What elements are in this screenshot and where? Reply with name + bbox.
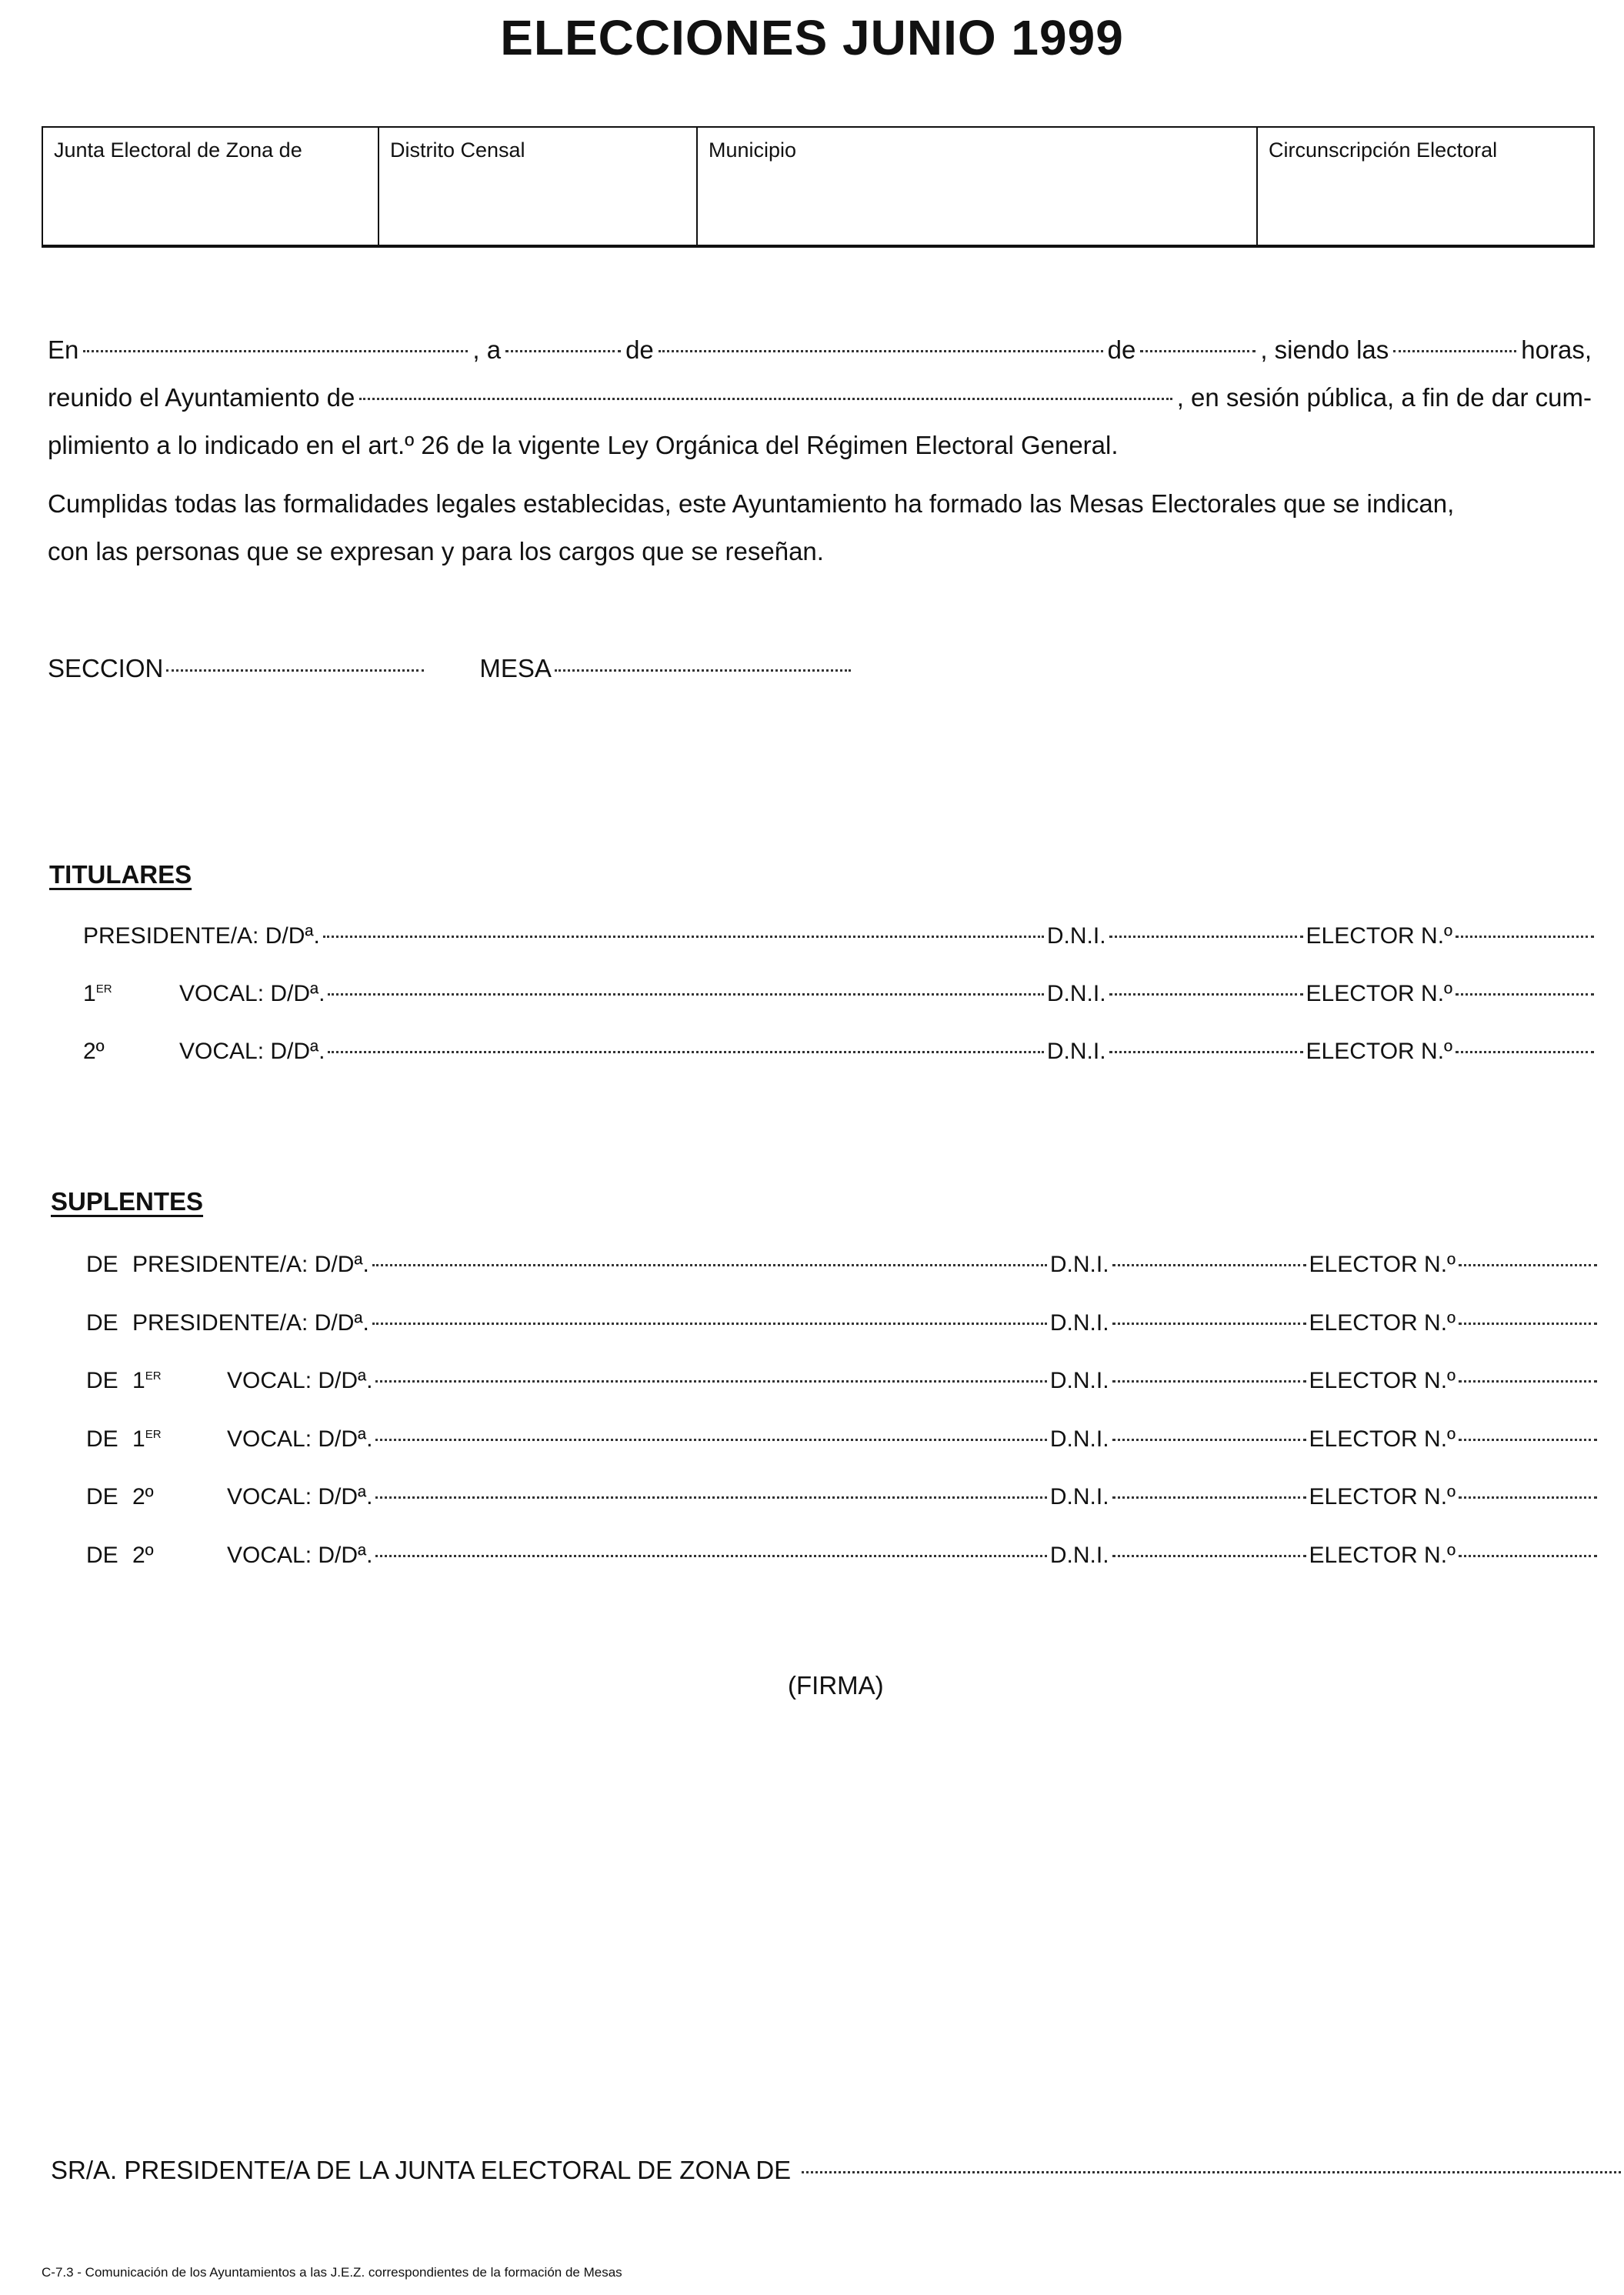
hora-field[interactable] <box>1393 350 1516 352</box>
ordinal-number: 1 <box>83 981 96 1006</box>
circunscripcion-label: Circunscripción Electoral <box>1269 138 1498 162</box>
dni-label: D.N.I. <box>1049 1309 1109 1336</box>
ordinal-number: 2º <box>132 1542 154 1568</box>
ayuntamiento-field[interactable] <box>359 398 1172 400</box>
de-prefix: DE <box>86 1368 118 1393</box>
elector-field[interactable] <box>1456 936 1594 938</box>
dia-field[interactable] <box>505 350 621 352</box>
zona-field[interactable] <box>802 2171 1621 2173</box>
elector-field[interactable] <box>1459 1264 1597 1266</box>
nombre-field[interactable] <box>328 1051 1043 1053</box>
nombre-field[interactable] <box>328 993 1043 996</box>
elector-label: ELECTOR N.º <box>1309 1309 1456 1336</box>
ordinal-number: 1 <box>132 1368 145 1393</box>
cargo-label: PRESIDENTE/A: D/Dª. <box>132 1252 369 1277</box>
cargo-label: VOCAL: D/Dª. <box>179 1039 325 1064</box>
destinatario-row <box>51 2156 1624 2185</box>
elector-label: ELECTOR N.º <box>1309 1252 1456 1277</box>
circunscripcion-cell[interactable] <box>1258 128 1593 245</box>
mes-field[interactable] <box>659 350 1103 352</box>
seccion-field[interactable] <box>166 669 424 672</box>
mesa-field[interactable] <box>555 669 851 672</box>
municipio-label: Municipio <box>709 138 797 162</box>
suplentes-row <box>86 1252 1600 1278</box>
suplentes-row <box>86 1426 1600 1453</box>
dni-field[interactable] <box>1109 936 1303 938</box>
de-label-1: de <box>625 335 654 364</box>
form-code-footer: C-7.3 - Comunicación de los Ayuntamientos a las J.E.Z. correspondientes de la formación de Mesas <box>42 2265 622 2280</box>
de-prefix: DE <box>86 1484 118 1509</box>
dni-field[interactable] <box>1112 1264 1306 1266</box>
elector-field[interactable] <box>1459 1323 1597 1325</box>
cargo-label: PRESIDENTE/A: D/Dª. <box>83 923 320 949</box>
de-label-2: de <box>1107 335 1136 364</box>
seccion-label: SECCION <box>48 654 164 682</box>
dni-field[interactable] <box>1112 1323 1306 1325</box>
mesa-label: MESA <box>479 654 552 682</box>
dni-label: D.N.I. <box>1046 1039 1106 1064</box>
ordinal-number: 2º <box>83 1039 105 1064</box>
intro-paragraph <box>48 326 1592 575</box>
nombre-field[interactable] <box>372 1264 1047 1266</box>
municipio-cell[interactable] <box>698 128 1258 245</box>
siendo-label: , siendo las <box>1260 335 1389 364</box>
cargo-label: VOCAL: D/Dª. <box>227 1426 373 1452</box>
elector-field[interactable] <box>1459 1380 1597 1383</box>
horas-label: horas, <box>1521 335 1592 364</box>
de-prefix: DE <box>86 1426 118 1452</box>
nombre-field[interactable] <box>372 1323 1047 1325</box>
distrito-censal-label: Distrito Censal <box>390 138 525 162</box>
elector-label: ELECTOR N.º <box>1309 1484 1456 1509</box>
reunido-label: reunido el Ayuntamiento de <box>48 383 355 412</box>
cargo-label: VOCAL: D/Dª. <box>227 1484 373 1509</box>
titulares-heading: TITULARES <box>49 860 192 889</box>
cargo-ordinal <box>132 1543 227 1569</box>
suplentes-row <box>86 1310 1600 1336</box>
dni-label: D.N.I. <box>1049 1426 1109 1452</box>
cargo-ordinal <box>132 1484 227 1510</box>
elector-field[interactable] <box>1456 993 1594 996</box>
cargo-label: PRESIDENTE/A: D/Dª. <box>132 1309 369 1336</box>
cargo-ordinal <box>132 1368 227 1394</box>
nombre-field[interactable] <box>375 1555 1046 1557</box>
dni-field[interactable] <box>1112 1555 1306 1557</box>
destinatario-label: SR/A. PRESIDENTE/A DE LA JUNTA ELECTORAL DE ZONA DE <box>51 2156 792 2184</box>
page-title: ELECCIONES JUNIO 1999 <box>500 10 1124 65</box>
dni-field[interactable] <box>1109 1051 1303 1053</box>
a-label: , a <box>472 335 502 364</box>
cargo-label: VOCAL: D/Dª. <box>179 981 325 1006</box>
titulares-row <box>83 981 1597 1007</box>
cargo-ordinal <box>83 981 179 1007</box>
suplentes-row <box>86 1484 1600 1510</box>
elector-label: ELECTOR N.º <box>1306 1039 1452 1064</box>
nombre-field[interactable] <box>375 1496 1046 1499</box>
de-prefix: DE <box>86 1309 118 1336</box>
anio-field[interactable] <box>1140 350 1256 352</box>
elector-label: ELECTOR N.º <box>1309 1426 1456 1452</box>
en-label: En <box>48 335 79 364</box>
elector-label: ELECTOR N.º <box>1309 1368 1456 1393</box>
junta-electoral-cell[interactable] <box>43 128 379 245</box>
dni-label: D.N.I. <box>1049 1542 1109 1568</box>
header-table <box>42 126 1595 248</box>
de-prefix: DE <box>86 1542 118 1568</box>
ordinal-suffix: ER <box>95 982 112 996</box>
ordinal-number: 1 <box>132 1426 145 1452</box>
elector-field[interactable] <box>1456 1051 1594 1053</box>
intro-para2-line1: Cumplidas todas las formalidades legales establecidas, este Ayuntamiento ha formado las Mesas Electorales que se indican, <box>48 489 1455 518</box>
titulares-row <box>83 1039 1597 1065</box>
suplentes-row <box>86 1543 1600 1569</box>
sesion-label: , en sesión pública, a fin de dar cum- <box>1176 383 1592 412</box>
elector-label: ELECTOR N.º <box>1306 923 1452 949</box>
ordinal-suffix: ER <box>145 1369 162 1383</box>
dni-label: D.N.I. <box>1049 1368 1109 1393</box>
dni-field[interactable] <box>1109 993 1303 996</box>
intro-para2-line2: con las personas que se expresan y para los cargos que se reseñan. <box>48 537 824 565</box>
dni-label: D.N.I. <box>1049 1252 1109 1277</box>
de-prefix: DE <box>86 1252 118 1277</box>
elector-field[interactable] <box>1459 1496 1597 1499</box>
seccion-mesa-row <box>48 654 854 683</box>
dni-label: D.N.I. <box>1046 923 1106 949</box>
ordinal-number: 2º <box>132 1484 154 1509</box>
ordinal-suffix: ER <box>145 1427 162 1441</box>
dni-label: D.N.I. <box>1049 1484 1109 1509</box>
elector-label: ELECTOR N.º <box>1309 1542 1456 1568</box>
dni-field[interactable] <box>1112 1380 1306 1383</box>
cargo-ordinal <box>83 1039 179 1065</box>
junta-electoral-label: Junta Electoral de Zona de <box>54 138 302 162</box>
elector-field[interactable] <box>1459 1555 1597 1557</box>
elector-field[interactable] <box>1459 1439 1597 1441</box>
firma-label: (FIRMA) <box>788 1671 884 1700</box>
suplentes-heading: SUPLENTES <box>51 1187 204 1216</box>
nombre-field[interactable] <box>323 936 1044 938</box>
dni-field[interactable] <box>1112 1439 1306 1441</box>
suplentes-row <box>86 1368 1600 1394</box>
cargo-ordinal <box>132 1426 227 1453</box>
distrito-censal-cell[interactable] <box>379 128 698 245</box>
lugar-field[interactable] <box>83 350 468 352</box>
elector-label: ELECTOR N.º <box>1306 981 1452 1006</box>
cargo-label: VOCAL: D/Dª. <box>227 1542 373 1568</box>
titulares-row <box>83 923 1597 949</box>
intro-line-3: plimiento a lo indicado en el art.º 26 de la vigente Ley Orgánica del Régimen Electoral General. <box>48 431 1119 459</box>
nombre-field[interactable] <box>375 1439 1046 1441</box>
dni-field[interactable] <box>1112 1496 1306 1499</box>
cargo-label: VOCAL: D/Dª. <box>227 1368 373 1393</box>
dni-label: D.N.I. <box>1046 981 1106 1006</box>
nombre-field[interactable] <box>375 1380 1046 1383</box>
